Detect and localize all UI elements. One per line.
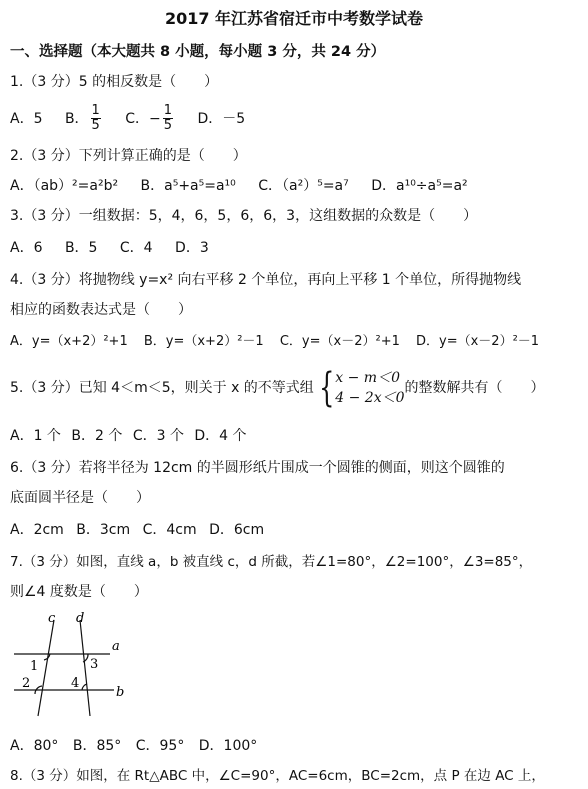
q5-option-d: D．4 个	[194, 428, 247, 444]
q6-option-d: D．6cm	[209, 522, 265, 538]
brace-icon: {	[318, 365, 335, 411]
q4-option-a: A．y=（x+2）²+1	[10, 334, 128, 349]
q4-option-b: B．y=（x+2）²－1	[143, 334, 264, 349]
q3-option-b: B．5	[64, 240, 98, 256]
fraction: $\frac{1}{5}$	[91, 103, 100, 133]
q3-option-a: A．6	[10, 240, 43, 256]
inequality-row-2: 4 − 2x＜0	[335, 390, 405, 406]
label-d: d	[76, 612, 85, 626]
q5-stem: 5.（3 分）已知 4＜m＜5，则关于 x 的不等式组 { x − m＜0 4 − 2x＜0 的整数解共有（ ）	[10, 365, 545, 411]
label-angle-4: 4	[71, 676, 80, 691]
q7-stem-line1: 7.（3 分）如图，直线 a，b 被直线 c，d 所截，若∠1=80°，∠2=100°，∠3=85°，	[10, 554, 533, 570]
q6-stem-line1: 6.（3 分）若将半径为 12cm 的半圆形纸片围成一个圆锥的侧面，则这个圆锥的	[10, 460, 505, 476]
line-c	[38, 620, 54, 716]
q2-option-d: D．a¹⁰÷a⁵=a²	[371, 178, 468, 194]
q7-option-d: D．100°	[198, 738, 258, 754]
q6-option-c: C．4cm	[142, 522, 197, 538]
q3-option-c: C．4	[119, 240, 153, 256]
q1-option-c: C．− $\frac{1}{5}$	[125, 103, 173, 133]
q1-options	[10, 104, 263, 133]
q5-option-b: B．2 个	[71, 428, 123, 444]
fraction: $\frac{1}{5}$	[163, 103, 173, 133]
q6-options	[10, 520, 282, 540]
q1-option-b: B． $\frac{1}{5}$	[64, 103, 100, 133]
section-heading: 一、选择题（本大题共 8 小题，每小题 3 分，共 24 分）	[10, 44, 386, 60]
q4-stem-line2: 相应的函数表达式是（ ）	[10, 302, 192, 318]
q6-option-a: A．2cm	[10, 522, 64, 538]
angle-4-arc	[82, 684, 87, 690]
q5-options	[10, 426, 265, 446]
q1-stem: 1.（3 分）5 的相反数是（ ）	[10, 74, 219, 90]
q7-option-a: A．80°	[10, 738, 59, 754]
inequality-system	[314, 365, 405, 411]
label-angle-3: 3	[90, 657, 99, 672]
q8-stem-line1: 8.（3 分）如图，在 Rt△ABC 中，∠C=90°，AC=6cm，BC=2cm，点 P 在边 AC 上，	[10, 768, 545, 784]
q7-stem-line2: 则∠4 度数是（ ）	[10, 584, 148, 600]
q7-option-b: B．85°	[72, 738, 122, 754]
q3-option-d: D．3	[175, 240, 209, 256]
q1-option-a: A．5	[10, 110, 43, 127]
q2-option-b: B．a⁵+a⁵=a¹⁰	[140, 178, 236, 194]
q4-option-d: D．y=（x－2）²－1	[416, 334, 540, 349]
q4-option-c: C．y=（x－2）²+1	[279, 334, 400, 349]
label-angle-1: 1	[30, 659, 39, 674]
q3-stem: 3.（3 分）一组数据：5，4，6，5，6，6，3，这组数据的众数是（ ）	[10, 208, 478, 224]
q1-option-d: D．－5	[197, 110, 246, 127]
label-c: c	[48, 612, 56, 626]
label-angle-2: 2	[22, 676, 31, 691]
q7-options	[10, 736, 275, 756]
label-b: b	[116, 685, 125, 700]
q3-options	[10, 238, 227, 258]
inequality-row-1: x − m＜0	[335, 370, 400, 386]
q2-stem: 2.（3 分）下列计算正确的是（ ）	[10, 148, 247, 164]
q6-option-b: B．3cm	[76, 522, 131, 538]
angle-1-arc	[44, 654, 50, 660]
q7-figure	[10, 612, 130, 722]
q5-option-c: C．3 个	[132, 428, 184, 444]
page-title: 2017 年江苏省宿迁市中考数学试卷	[164, 9, 424, 28]
q2-option-a: A．（ab）²=a²b²	[10, 178, 119, 194]
q2-option-c: C．（a²）⁵=a⁷	[258, 178, 349, 194]
q4-stem-line1: 4.（3 分）将抛物线 y=x² 向右平移 2 个单位，再向上平移 1 个单位，所得抛物线	[10, 272, 522, 288]
label-a: a	[112, 639, 120, 654]
q2-options	[10, 176, 486, 196]
q6-stem-line2: 底面圆半径是（ ）	[10, 490, 150, 506]
line-d	[80, 620, 90, 716]
q5-option-a: A．1 个	[10, 428, 61, 444]
q7-option-c: C．95°	[135, 738, 185, 754]
q4-options	[10, 332, 539, 352]
